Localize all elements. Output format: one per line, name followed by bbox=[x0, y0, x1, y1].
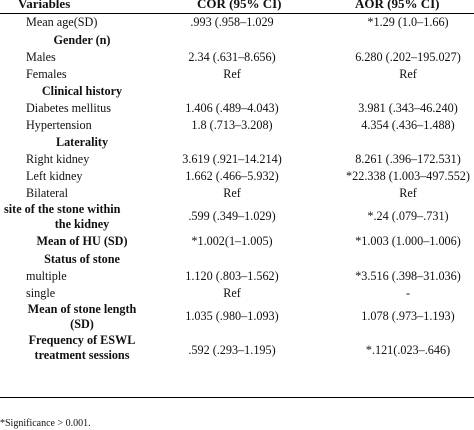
aor-value: *1.29 (1.0–1.66) bbox=[367, 15, 449, 29]
row-label: Bilateral bbox=[26, 186, 68, 200]
cor-value: 2.34 (.631–8.656) bbox=[188, 50, 276, 64]
row-label: Right kidney bbox=[26, 152, 90, 166]
table-row bbox=[0, 32, 474, 49]
row-label: multiple bbox=[26, 269, 67, 283]
row-label: Status of stone bbox=[44, 252, 120, 266]
cor-value: Ref bbox=[223, 67, 241, 81]
aor-value: *3.516 (.398–31.036) bbox=[355, 269, 461, 283]
cor-value: .993 (.958–1.029 bbox=[190, 15, 274, 29]
table-row bbox=[0, 117, 474, 134]
row-label: Males bbox=[26, 50, 56, 64]
cor-value: *1.002(1–1.005) bbox=[191, 234, 273, 248]
row-label: single bbox=[26, 286, 56, 300]
table-row bbox=[0, 268, 474, 285]
table-row bbox=[0, 100, 474, 117]
row-label: site of the stone within bbox=[4, 202, 121, 216]
aor-value: *.24 (.079–.731) bbox=[367, 209, 449, 223]
aor-value: *.121(.023–.646) bbox=[365, 343, 451, 357]
table-row bbox=[0, 333, 474, 369]
table-row bbox=[0, 49, 474, 66]
table-row bbox=[0, 66, 474, 83]
row-label: the kidney bbox=[54, 217, 110, 231]
table-row bbox=[0, 185, 474, 202]
bottom-rule bbox=[0, 397, 474, 398]
aor-value: - bbox=[405, 286, 411, 300]
row-label: Laterality bbox=[55, 135, 109, 149]
row-label: Gender (n) bbox=[53, 33, 111, 47]
cor-value: 3.619 (.921–14.214) bbox=[182, 152, 282, 166]
cor-value: .599 (.349–1.029) bbox=[188, 209, 276, 223]
cor-value: 1.120 (.803–1.562) bbox=[185, 269, 279, 283]
aor-value: 8.261 (.396–172.531) bbox=[355, 152, 461, 166]
cor-value: Ref bbox=[223, 186, 241, 200]
row-label: Females bbox=[26, 67, 67, 81]
row-label: Left kidney bbox=[26, 169, 83, 183]
footnote: *Significance > 0.001. bbox=[0, 418, 91, 429]
cor-value: 1.662 (.466–5.932) bbox=[185, 169, 279, 183]
table-row bbox=[0, 168, 474, 185]
row-label: treatment sessions bbox=[34, 348, 130, 362]
header-cor: COR (95% CI) bbox=[197, 0, 282, 11]
table-row bbox=[0, 202, 474, 233]
row-label: Mean of stone length bbox=[27, 302, 137, 316]
aor-value: Ref bbox=[399, 67, 417, 81]
table-row bbox=[0, 14, 474, 32]
header-variables: Variables bbox=[18, 0, 71, 11]
table-row bbox=[0, 251, 474, 268]
table-row bbox=[0, 302, 474, 333]
aor-value: 6.280 (.202–195.027) bbox=[355, 50, 461, 64]
table-header bbox=[0, 0, 474, 13]
aor-value: 1.078 (.973–1.193) bbox=[361, 309, 455, 323]
table-row bbox=[0, 233, 474, 251]
row-label: Mean of HU (SD) bbox=[36, 234, 128, 248]
row-label: Mean age(SD) bbox=[26, 15, 98, 29]
table-row bbox=[0, 151, 474, 168]
cor-value: .592 (.293–1.195) bbox=[188, 343, 276, 357]
header-aor: AOR (95% CI) bbox=[355, 0, 440, 11]
row-label: (SD) bbox=[70, 317, 94, 331]
table-row bbox=[0, 285, 474, 302]
aor-value: Ref bbox=[399, 186, 417, 200]
aor-value: *22.338 (1.003–497.552) bbox=[346, 169, 470, 183]
table-row bbox=[0, 83, 474, 100]
cor-value: 1.035 (.980–1.093) bbox=[185, 309, 279, 323]
row-label: Diabetes mellitus bbox=[26, 101, 111, 115]
table-row bbox=[0, 134, 474, 151]
cor-value: 1.406 (.489–4.043) bbox=[185, 101, 279, 115]
row-label: Frequency of ESWL bbox=[28, 333, 136, 347]
aor-value: *1.003 (1.000–1.006) bbox=[355, 234, 461, 248]
aor-value: 4.354 (.436–1.488) bbox=[361, 118, 455, 132]
cor-value: 1.8 (.713–3.208) bbox=[191, 118, 273, 132]
aor-value: 3.981 (.343–46.240) bbox=[358, 101, 458, 115]
row-label: Hypertension bbox=[26, 118, 92, 132]
row-label: Clinical history bbox=[41, 84, 123, 98]
cor-value: Ref bbox=[223, 286, 241, 300]
